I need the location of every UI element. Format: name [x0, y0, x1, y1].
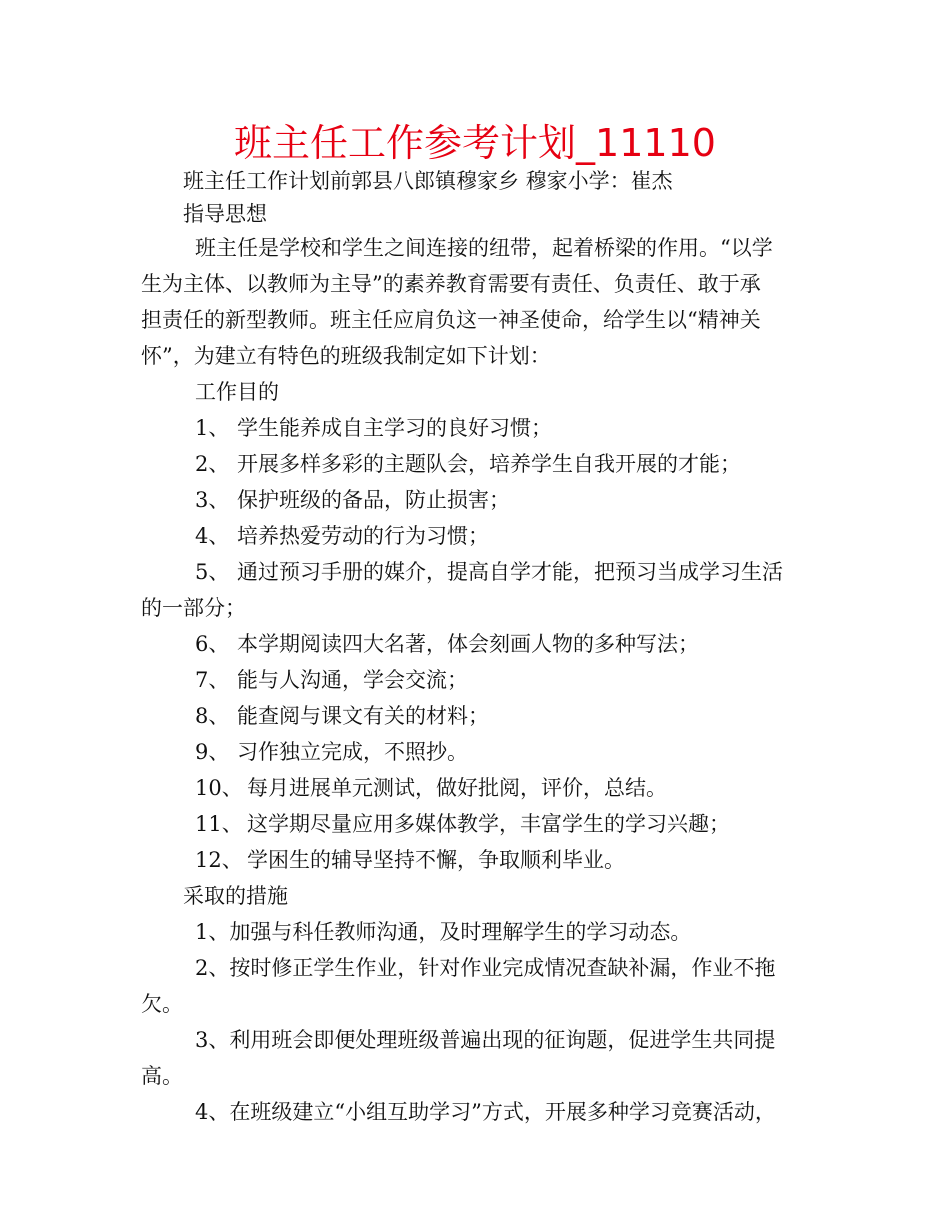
list-item-continuation	[141, 593, 246, 623]
paragraph-line: 生为主体、以教师为主导”的素养教育需要有责任、负责任、敢于承	[141, 272, 761, 296]
list-number: 1、	[195, 416, 230, 440]
list-text: 的一部分；	[141, 596, 246, 620]
list-number: 12、	[195, 848, 243, 872]
list-number: 3、	[195, 488, 230, 512]
measure-line: 2、按时修正学生作业，针对作业完成情况查缺补漏，作业不拖	[195, 956, 776, 980]
list-text: 保护班级的备品，防止损害；	[237, 488, 510, 512]
paragraph-line: 怀”，为建立有特色的班级我制定如下计划：	[141, 344, 551, 368]
list-text: 学生能养成自主学习的良好习惯；	[237, 416, 552, 440]
list-number: 2、	[195, 452, 230, 476]
list-text: 开展多样多彩的主题队会，培养学生自我开展的才能；	[237, 452, 741, 476]
list-number: 11、	[195, 812, 243, 836]
list-item	[195, 809, 730, 839]
list-text: 习作独立完成，不照抄。	[237, 740, 468, 764]
list-text: 每月进展单元测试，做好批阅，评价，总结。	[247, 776, 667, 800]
list-item	[195, 737, 468, 767]
list-item	[195, 449, 741, 479]
list-text: 本学期阅读四大名著，体会刻画人物的多种写法；	[237, 632, 699, 656]
measure-line: 3、利用班会即便处理班级普遍出现的征询题，促进学生共同提	[195, 1028, 776, 1052]
measure-line: 4、在班级建立“小组互助学习”方式，开展多种学习竞赛活动，	[195, 1100, 776, 1124]
list-item	[195, 701, 489, 731]
author-line: 班主任工作计划前郭县八郎镇穆家乡 穆家小学：崔杰	[183, 169, 673, 193]
section-heading-guiding: 指导思想	[183, 202, 267, 226]
list-item	[195, 557, 783, 587]
measure-line: 高。	[141, 1064, 183, 1088]
section-heading-goals: 工作目的	[195, 380, 279, 404]
paragraph-line: 班主任是学校和学生之间连接的纽带，起着桥梁的作用。“以学	[195, 236, 773, 260]
list-item	[195, 845, 625, 875]
list-item	[195, 485, 510, 515]
list-text: 这学期尽量应用多媒体教学，丰富学生的学习兴趣；	[247, 812, 730, 836]
list-item	[195, 629, 699, 659]
list-item	[195, 773, 667, 803]
list-item	[195, 665, 468, 695]
list-text: 学困生的辅导坚持不懈，争取顺利毕业。	[247, 848, 625, 872]
list-number: 8、	[195, 704, 230, 728]
list-number: 5、	[195, 560, 230, 584]
list-text: 能查阅与课文有关的材料；	[237, 704, 489, 728]
list-number: 7、	[195, 668, 230, 692]
list-number: 10、	[195, 776, 243, 800]
list-text: 能与人沟通，学会交流；	[237, 668, 468, 692]
list-text: 通过预习手册的媒介，提高自学才能，把预习当成学习生活	[237, 560, 783, 584]
document-title: 班主任工作参考计划_11110	[234, 121, 716, 165]
measure-line: 欠。	[141, 992, 183, 1016]
list-text: 培养热爱劳动的行为习惯；	[237, 524, 489, 548]
list-number: 4、	[195, 524, 230, 548]
section-heading-measures: 采取的措施	[183, 884, 288, 908]
list-item	[195, 413, 552, 443]
list-number: 9、	[195, 740, 230, 764]
paragraph-line: 担责任的新型教师。班主任应肩负这一神圣使命，给学生以“精神关	[141, 308, 761, 332]
measure-line: 1、加强与科任教师沟通，及时理解学生的学习动态。	[195, 920, 692, 944]
list-item	[195, 521, 489, 551]
list-number: 6、	[195, 632, 230, 656]
